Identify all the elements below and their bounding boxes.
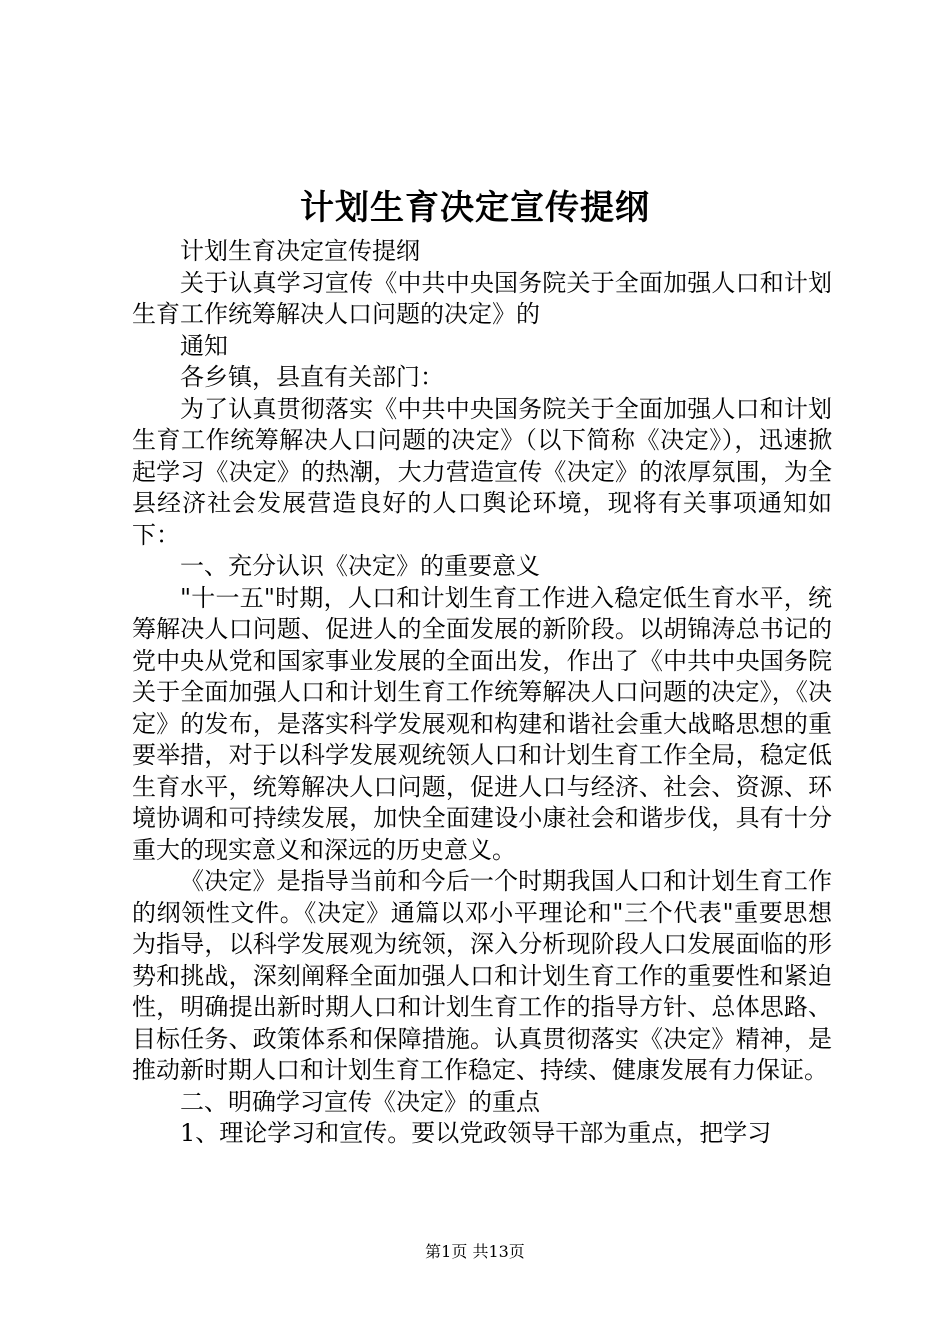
paragraph: 计划生育决定宣传提纲	[180, 237, 420, 265]
paragraph: 关于认真学习宣传《中共中央国务院关于全面加强人口和计划生育工作统筹解决人口问题的决定》的	[132, 268, 832, 328]
section-heading: 一、充分认识《决定》的重要意义	[180, 552, 540, 580]
paragraph: 1、理论学习和宣传。要以党政领导干部为重点，把学习	[180, 1119, 772, 1147]
paragraph: 《决定》是指导当前和今后一个时期我国人口和计划生育工作的纲领性文件。《决定》通篇以邓小平理论和"三个代表"重要思想为指导，以科学发展观为统领，深入分析现阶段人口发展面临的形势和挑战，深刻阐释全面加强人口和计划生育工作的重要性和紧迫性，明确提出新时期人口和计划生育工作的指导方针、总体思路、目标任务、政策体系和保障措施。认真贯彻落实《决定》精神，是推动新时期人口和计划生育工作稳定、持续、健康发展有力保证。	[132, 867, 832, 1084]
paragraph: 各乡镇，县直有关部门：	[180, 363, 444, 391]
page-footer: 第1页 共13页	[425, 1242, 525, 1261]
section-heading: 二、明确学习宣传《决定》的重点	[180, 1087, 540, 1116]
paragraph: "十一五"时期，人口和计划生育工作进入稳定低生育水平，统筹解决人口问题、促进人的全面发展的新阶段。以胡锦涛总书记的党中央从党和国家事业发展的全面出发，作出了《中共中央国务院关于全面加强人口和计划生育工作统筹解决人口问题的决定》，《决定》的发布，是落实科学发展观和构建和谐社会重大战略思想的重要举措，对于以科学发展观统领人口和计划生育工作全局，稳定低生育水平，统筹解决人口问题，促进人口与经济、社会、资源、环境协调和可持续发展，加快全面建设小康社会和谐步伐，具有十分重大的现实意义和深远的历史意义。	[132, 583, 832, 864]
paragraph: 通知	[180, 331, 228, 360]
paragraph: 为了认真贯彻落实《中共中央国务院关于全面加强人口和计划生育工作统筹解决人口问题的决定》（以下简称《决定》），迅速掀起学习《决定》的热潮，大力营造宣传《决定》的浓厚氛围，为全县经济社会发展营造良好的人口舆论环境，现将有关事项通知如下：	[132, 394, 832, 549]
document-title: 计划生育决定宣传提纲	[300, 188, 650, 228]
document-body	[132, 236, 832, 1150]
